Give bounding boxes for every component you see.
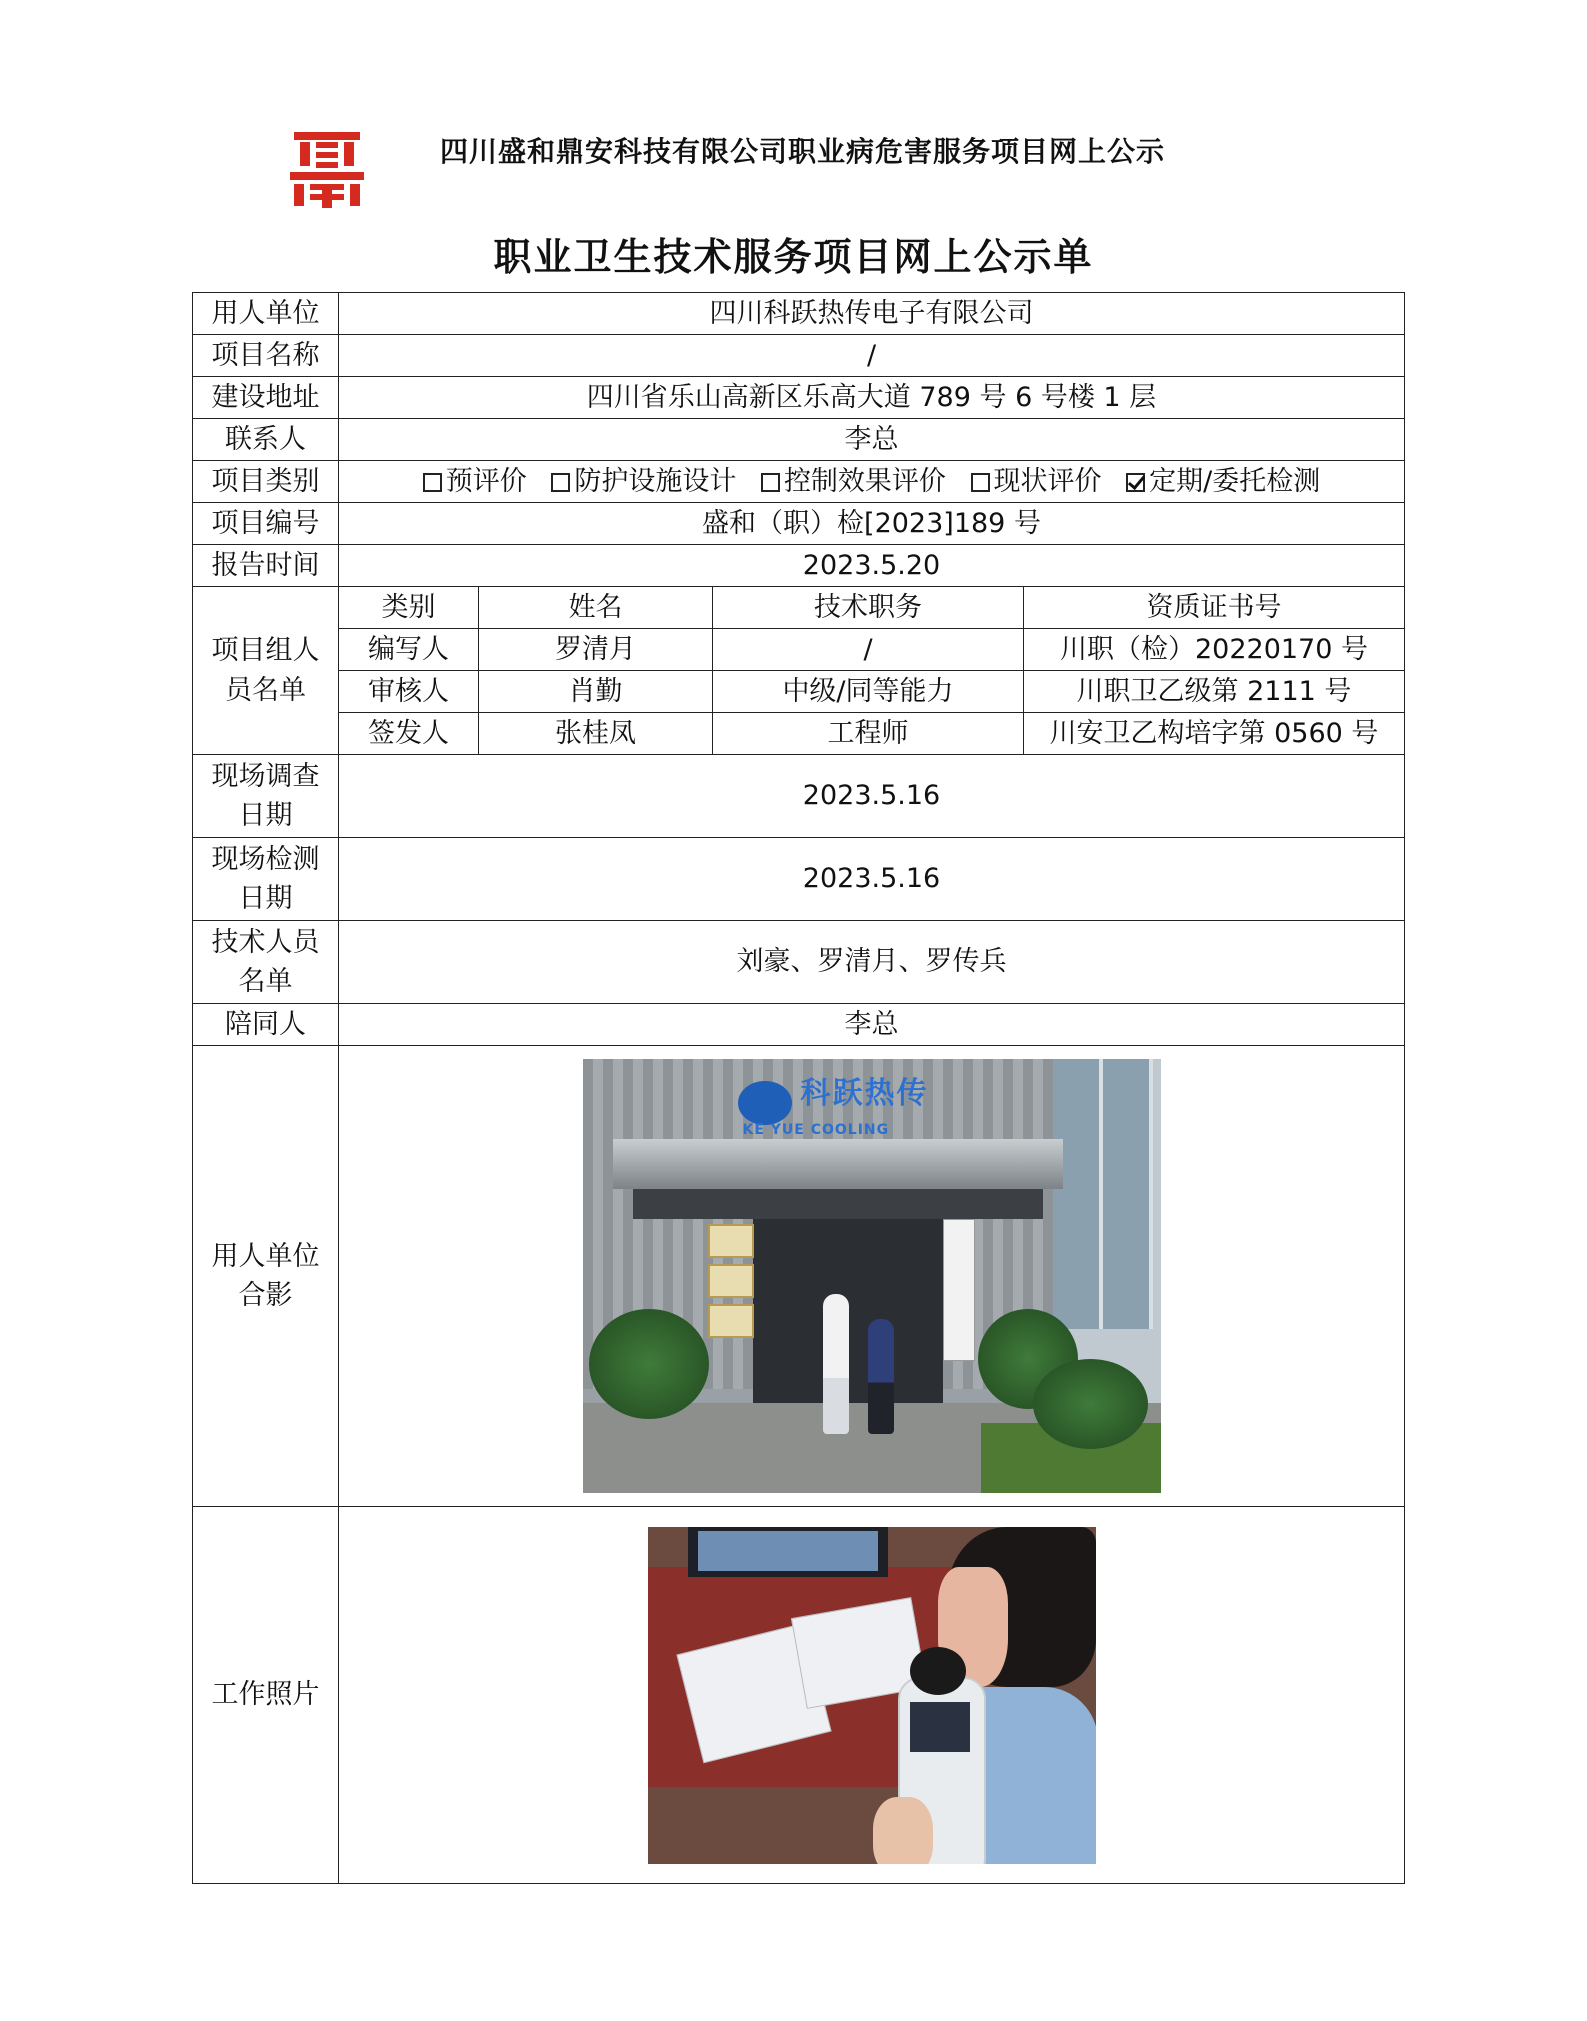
value-contact: 李总 <box>339 419 1405 461</box>
row-employer <box>193 293 1405 335</box>
team-member-row <box>193 671 1405 713</box>
team-cell: 中级/同等能力 <box>713 671 1024 713</box>
value-project-no: 盛和（职）检[2023]189 号 <box>339 503 1405 545</box>
team-cell: 川职（检）20220170 号 <box>1024 629 1405 671</box>
row-escort <box>193 1004 1405 1046</box>
company-logo <box>286 128 368 210</box>
person <box>868 1319 894 1434</box>
category-option[interactable]: 控制效果评价 <box>761 462 946 501</box>
team-member-row <box>193 629 1405 671</box>
label-contact: 联系人 <box>193 419 339 461</box>
team-header-cell: 资质证书号 <box>1024 587 1405 629</box>
team-cell: 编写人 <box>339 629 479 671</box>
label-address: 建设地址 <box>193 377 339 419</box>
value-address: 四川省乐山高新区乐高大道 789 号 6 号楼 1 层 <box>339 377 1405 419</box>
category-option[interactable]: 预评价 <box>423 462 527 501</box>
org-header-title: 四川盛和鼎安科技有限公司职业病危害服务项目网上公示 <box>440 135 1166 168</box>
shrub <box>589 1309 709 1419</box>
team-cell: 川职卫乙级第 2111 号 <box>1024 671 1405 713</box>
keyue-logo-icon <box>738 1081 792 1125</box>
team-cell: 肖勤 <box>479 671 713 713</box>
checkbox-icon[interactable] <box>423 473 442 492</box>
team-cell: 审核人 <box>339 671 479 713</box>
row-report-time <box>193 545 1405 587</box>
person <box>823 1294 849 1434</box>
team-cell: 罗清月 <box>479 629 713 671</box>
group-photo <box>583 1059 1161 1493</box>
label-category: 项目类别 <box>193 461 339 503</box>
label-tech-staff: 技术人员 名单 <box>193 921 339 1004</box>
plaque <box>708 1304 754 1338</box>
value-project-name: / <box>339 335 1405 377</box>
row-category <box>193 461 1405 503</box>
checkbox-icon[interactable] <box>551 473 570 492</box>
team-header-cell: 技术职务 <box>713 587 1024 629</box>
label-employer: 用人单位 <box>193 293 339 335</box>
label-group-photo: 用人单位 合影 <box>193 1046 339 1507</box>
row-group-photo <box>193 1046 1405 1507</box>
team-member-row <box>193 713 1405 755</box>
team-header-row <box>193 587 1405 629</box>
value-tech-staff: 刘豪、罗清月、罗传兵 <box>339 921 1405 1004</box>
category-option[interactable]: 定期/委托检测 <box>1126 462 1320 501</box>
category-option[interactable]: 防护设施设计 <box>551 462 736 501</box>
vertical-company-sign <box>943 1219 975 1361</box>
row-project-no <box>193 503 1405 545</box>
label-project-name: 项目名称 <box>193 335 339 377</box>
row-address <box>193 377 1405 419</box>
team-cell: 川安卫乙构培字第 0560 号 <box>1024 713 1405 755</box>
plaque <box>708 1224 754 1258</box>
label-report-time: 报告时间 <box>193 545 339 587</box>
work-photo-cell <box>339 1507 1405 1884</box>
label-survey-date: 现场调查 日期 <box>193 755 339 838</box>
label-team: 项目组人 员名单 <box>193 587 339 755</box>
row-contact <box>193 419 1405 461</box>
checked-checkbox-icon[interactable] <box>1126 473 1145 492</box>
value-escort: 李总 <box>339 1004 1405 1046</box>
category-options <box>339 461 1405 503</box>
shrub <box>1033 1359 1148 1449</box>
plaque <box>708 1264 754 1298</box>
value-report-time: 2023.5.20 <box>339 545 1405 587</box>
team-cell: / <box>713 629 1024 671</box>
value-survey-date: 2023.5.16 <box>339 755 1405 838</box>
team-cell: 张桂凤 <box>479 713 713 755</box>
label-test-date: 现场检测 日期 <box>193 838 339 921</box>
value-employer: 四川科跃热传电子有限公司 <box>339 293 1405 335</box>
group-photo-cell <box>339 1046 1405 1507</box>
microphone-icon <box>910 1647 966 1695</box>
row-survey-date <box>193 755 1405 838</box>
team-cell: 签发人 <box>339 713 479 755</box>
label-escort: 陪同人 <box>193 1004 339 1046</box>
value-test-date: 2023.5.16 <box>339 838 1405 921</box>
building-sign-cn: 科跃热传 <box>800 1076 929 1111</box>
publicity-form-table <box>192 292 1405 1884</box>
row-tech-staff <box>193 921 1405 1004</box>
row-work-photo <box>193 1507 1405 1884</box>
checkbox-icon[interactable] <box>761 473 780 492</box>
team-header-cell: 类别 <box>339 587 479 629</box>
category-option[interactable]: 现状评价 <box>971 462 1102 501</box>
label-project-no: 项目编号 <box>193 503 339 545</box>
checkbox-icon[interactable] <box>971 473 990 492</box>
label-work-photo: 工作照片 <box>193 1507 339 1884</box>
team-header-cell: 姓名 <box>479 587 713 629</box>
meter-display <box>910 1702 970 1752</box>
building-sign-en: KE YUE COOLING <box>742 1122 890 1138</box>
row-project-name <box>193 335 1405 377</box>
work-photo <box>648 1527 1096 1864</box>
document-title: 职业卫生技术服务项目网上公示单 <box>493 234 1094 279</box>
team-cell: 工程师 <box>713 713 1024 755</box>
row-test-date <box>193 838 1405 921</box>
